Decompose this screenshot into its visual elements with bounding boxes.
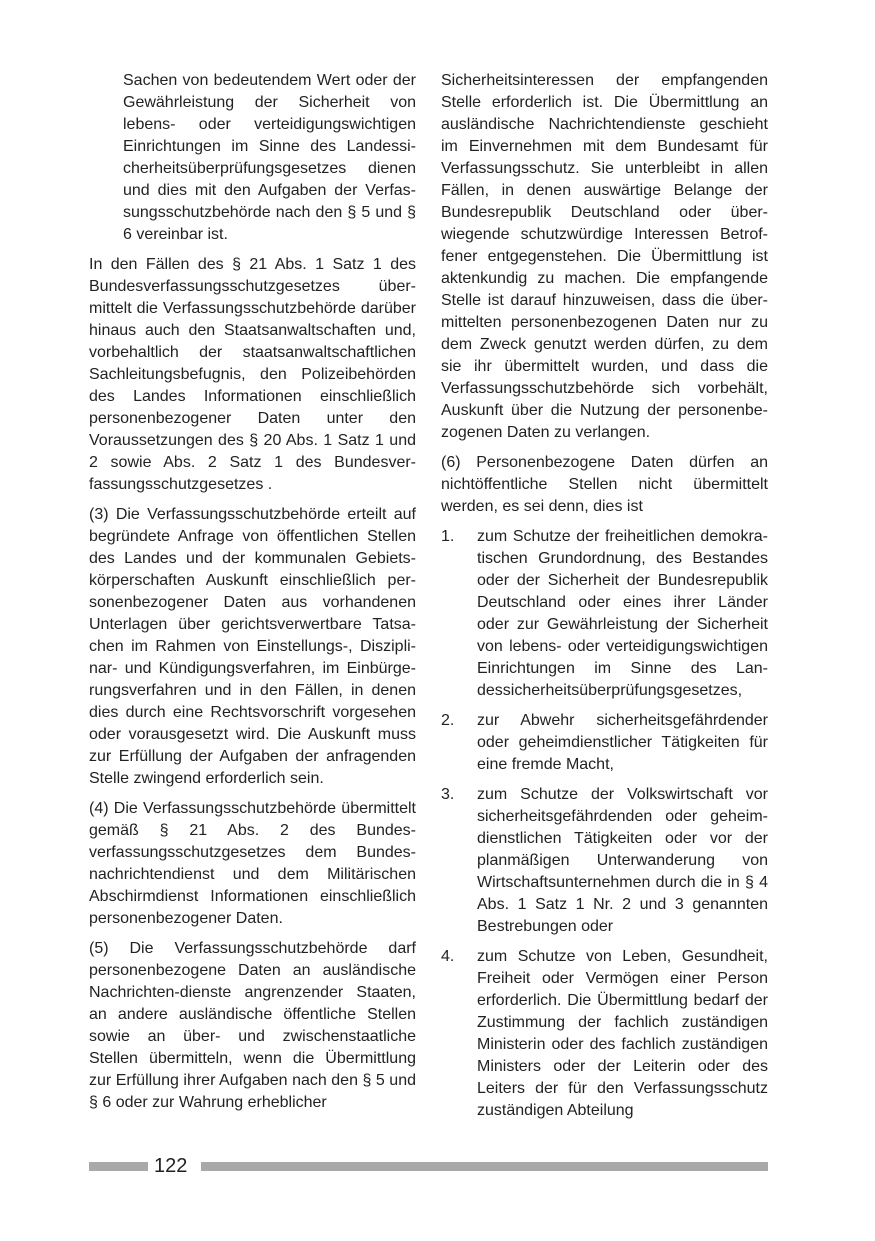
list-item-text: zum Schutze der freiheitlichen demokratischen Grundordnung, des Bestandes oder der Sicherheit der Bundesrepublik Deutschland oder eines ihrer Länder oder zur Gewährleistung der Sicherheit von lebens- oder verteidigungswichtigen Einrichtungen im Sinne des Landessicherheitsüberprüfungsgesetzes, <box>477 528 768 699</box>
paragraph-6: (6) Personenbezogene Daten dürfen an nichtöffentliche Stellen nicht übermittelt werden, es sei denn, dies ist <box>441 454 768 515</box>
footer-bar-right <box>201 1162 768 1171</box>
paragraph-21: In den Fällen des § 21 Abs. 1 Satz 1 des Bundesverfassungsschutzgesetzes übermittelt die Verfassungsschutzbehörde darüber hinaus auch den Staatsanwaltschaften und, vorbehaltlich der staatsanwaltschaftlichen Sachleitungsbefugnis, den Polizeibehörden des Landes Informationen einschließlich personenbezogener Daten unter den Voraussetzungen des § 20 Abs. 1 Satz 1 und 2 sowie Abs. 2 Satz 1 des Bundesverfassungsschutzgesetzes . <box>89 256 416 493</box>
left-column <box>89 70 416 1122</box>
list-item-number: 1. <box>441 528 455 545</box>
list-item-number: 3. <box>441 786 455 803</box>
list-item <box>441 526 768 702</box>
list-item-number: 4. <box>441 948 455 965</box>
right-column <box>441 70 768 1130</box>
list-item-text: zum Schutze von Leben, Gesundheit, Freiheit oder Vermögen einer Person erforderlich. Die Übermittlung bedarf der Zustimmung der fachlich zuständigen Ministerin oder des fachlich zuständigen Ministers oder der Leiterin oder des Leiters der für den Verfassungsschutz zuständigen Abteilung <box>477 948 768 1119</box>
paragraph-3: (3) Die Verfassungsschutzbehörde erteilt auf begründete Anfrage von öffentlichen Stellen des Landes und der kommunalen Gebietskörperschaften Auskunft einschließlich personenbezogener Daten aus vorhandenen Unterlagen über gerichtsverwertbare Tatsachen im Rahmen von Einstellungs-, Disziplinar- und Kündigungsverfahren, im Einbürgerungsverfahren und in den Fällen, in denen dies durch eine Rechtsvorschrift vorgesehen oder vorausgesetzt wird. Die Auskunft muss zur Erfüllung der Aufgaben der anfragenden Stelle zwingend erforderlich sein. <box>89 506 416 787</box>
footer-bar-left <box>89 1162 148 1171</box>
intro-indented-paragraph: Sachen von bedeutendem Wert oder der Gewährleistung der Sicherheit von lebens- oder verteidigungswichtigen Einrichtungen im Sinne des Landessicherheitsüberprüfungsgesetzes dienen und dies mit den Aufgaben der Verfassungsschutzbehörde nach den § 5 und § 6 vereinbar ist. <box>123 72 416 243</box>
list-item-number: 2. <box>441 712 455 729</box>
page-footer <box>89 1152 768 1180</box>
page-number: 122 <box>154 1155 188 1177</box>
paragraph-5: (5) Die Verfassungsschutzbehörde darf personenbezogene Daten an ausländische Nachrichten-dienste angrenzender Staaten, an andere ausländische öffentliche Stellen sowie an über- und zwischenstaatliche Stellen übermitteln, wenn die Übermittlung zur Erfüllung ihrer Aufgaben nach den § 5 und § 6 oder zur Wahrung erheblicher <box>89 940 416 1111</box>
list-item <box>441 784 768 938</box>
list-item-text: zum Schutze der Volkswirtschaft vor sicherheitsgefährdenden oder geheimdienstlichen Tätigkeiten oder vor der planmäßigen Unterwanderung von Wirtschaftsunternehmen durch die in § 4 Abs. 1 Satz 1 Nr. 2 und 3 genannten Bestrebungen oder <box>477 786 768 935</box>
paragraph-4: (4) Die Verfassungsschutzbehörde übermittelt gemäß § 21 Abs. 2 des Bundesverfassungsschutzgesetzes dem Bundesnachrichtendienst und dem Militärischen Abschirmdienst Informationen einschließlich personenbezogener Daten. <box>89 800 416 927</box>
list-item-text: zur Abwehr sicherheitsgefährdender oder geheimdienstlicher Tätigkeiten für eine fremde Macht, <box>477 712 768 773</box>
paragraph-5-continued: Sicherheitsinteressen der empfangenden Stelle erforderlich ist. Die Übermittlung an ausländische Nachrichtendienste geschieht im Einvernehmen mit dem Bundesamt für Verfassungsschutz. Sie unterbleibt in allen Fällen, in denen auswärtige Belange der Bundesrepublik Deutschland oder überwiegende schutzwürdige Interessen Betroffener entgegenstehen. Die Übermittlung ist aktenkundig zu machen. Die empfangende Stelle ist darauf hinzuweisen, dass die übermittelten personenbezogenen Daten nur zu dem Zweck genutzt werden dürfen, zu dem sie ihr übermittelt wurden, und dass die Verfassungsschutzbehörde sich vorbehält, Auskunft über die Nutzung der personenbezogenen Daten zu verlangen. <box>441 72 768 441</box>
list-item <box>441 946 768 1122</box>
list-item <box>441 710 768 776</box>
